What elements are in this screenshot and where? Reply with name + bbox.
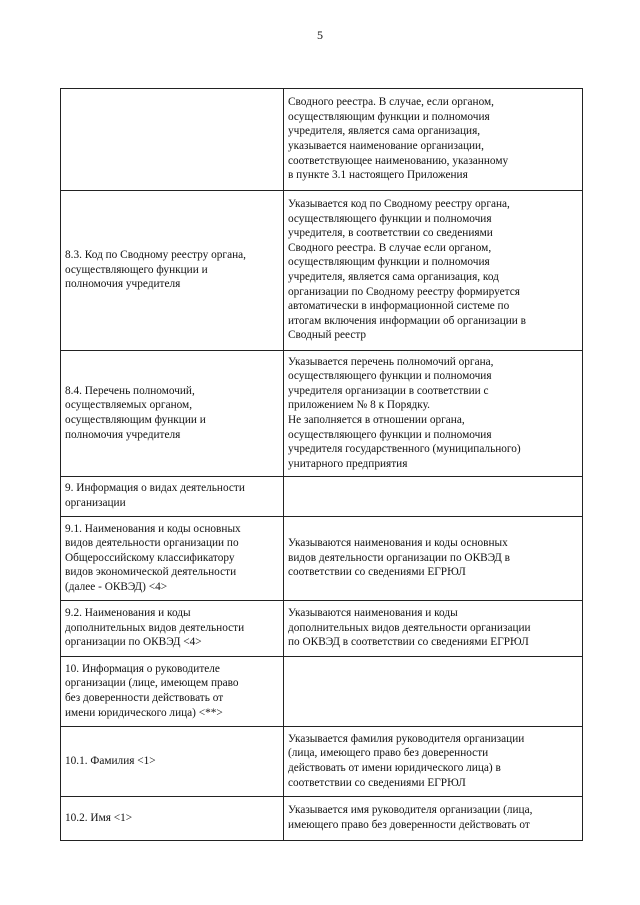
row-label-line: 10. Информация о руководителе: [65, 662, 220, 675]
row-label-cell: [61, 89, 284, 191]
row-description-line: имеющего право без доверенности действовать от: [288, 819, 530, 831]
row-label-line: 9.2. Наименования и коды: [65, 607, 191, 620]
row-description-line: автоматически в информационной системе по: [288, 300, 510, 313]
row-label-cell: [61, 351, 284, 477]
row-description-line: Указывается фамилия руководителя организации: [288, 732, 525, 745]
row-label-line: 9. Информация о видах деятельности: [65, 482, 245, 495]
table-row: [61, 657, 583, 727]
row-description-line: Указывается имя руководителя организации (лица,: [288, 804, 533, 817]
row-label-cell: [61, 517, 284, 601]
table-row: [61, 517, 583, 601]
row-label-cell: [61, 657, 284, 727]
row-label-line: без доверенности действовать от: [65, 692, 224, 704]
row-label-line: организации (лице, имеющем право: [65, 677, 239, 690]
row-label-line: 10.1. Фамилия <1>: [65, 754, 156, 767]
row-description-line: осуществляющего функции и полномочия: [288, 428, 492, 441]
row-label-line: видов деятельности организации по: [65, 537, 239, 550]
row-label-line: осуществляющего функции и: [65, 263, 208, 276]
row-description-line: организации по Сводному реестру формируется: [288, 285, 520, 298]
row-description-line: осуществляющим функции и полномочия: [288, 110, 490, 123]
row-description-line: итогам включения информации об организации в: [288, 314, 526, 327]
row-description-line: приложением № 8 к Порядку.: [288, 399, 430, 412]
row-description-cell: [284, 727, 583, 797]
table-row: [61, 727, 583, 797]
row-description-line: Сводный реестр: [288, 329, 367, 342]
row-description-cell: [284, 477, 583, 517]
row-description-line: осуществляющего функции и полномочия: [288, 212, 492, 225]
row-description-cell: [284, 601, 583, 657]
row-description-line: учредителя государственного (муниципального): [288, 443, 521, 456]
row-description-line: (лица, имеющего право без доверенности: [288, 747, 489, 760]
table-row: [61, 797, 583, 841]
row-description-line: Указывается перечень полномочий органа,: [288, 355, 494, 368]
row-label-line: осуществляемых органом,: [65, 399, 193, 412]
row-description-line: в пункте 3.1 настоящего Приложения: [288, 169, 468, 182]
row-description-cell: [284, 351, 583, 477]
row-label-line: осуществляющим функции и: [65, 414, 206, 426]
row-label-line: имени юридического лица) <**>: [65, 706, 223, 719]
row-description-line: Указываются наименования и коды: [288, 607, 458, 620]
table-row: [61, 477, 583, 517]
row-description-line: учредителя, в соответствии со сведениями: [288, 227, 493, 240]
table-row: [61, 191, 583, 351]
requirements-table: [60, 88, 583, 841]
row-label-line: 8.3. Код по Сводному реестру органа,: [65, 249, 246, 262]
row-description-line: соответствующее наименованию, указанному: [288, 154, 509, 167]
row-label-line: видов экономической деятельности: [65, 566, 237, 579]
page-number: 5: [317, 28, 323, 42]
row-description-line: соответствии со сведениями ЕГРЮЛ: [288, 566, 466, 579]
row-label-cell: [61, 477, 284, 517]
row-label-line: дополнительных видов деятельности: [65, 621, 245, 634]
row-label-cell: [61, 727, 284, 797]
row-label-cell: [61, 191, 284, 351]
row-label-line: Общероссийскому классификатору: [65, 551, 235, 564]
row-description-line: учредителя организации в соответствии с: [288, 384, 489, 397]
row-description-cell: [284, 191, 583, 351]
row-label-line: организации по ОКВЭД <4>: [65, 636, 202, 649]
row-label-cell: [61, 797, 284, 841]
table-body: [61, 89, 583, 841]
table-row: [61, 89, 583, 191]
row-description-line: унитарного предприятия: [288, 457, 408, 470]
row-label-line: (далее - ОКВЭД) <4>: [65, 580, 168, 593]
row-description-cell: [284, 89, 583, 191]
row-description-line: дополнительных видов деятельности организации: [288, 621, 531, 634]
row-description-line: Сводного реестра. В случае, если органом,: [288, 96, 494, 109]
table-row: [61, 351, 583, 477]
row-description-line: Указываются наименования и коды основных: [288, 537, 508, 550]
row-description-line: Сводного реестра. В случае если органом,: [288, 241, 492, 254]
row-description-cell: [284, 657, 583, 727]
row-description-line: соответствии со сведениями ЕГРЮЛ: [288, 776, 466, 789]
row-description-cell: [284, 797, 583, 841]
row-description-line: осуществляющего функции и полномочия: [288, 370, 492, 383]
row-label-line: 8.4. Перечень полномочий,: [65, 384, 195, 397]
row-description-line: учредителя, является сама организация, код: [288, 271, 499, 283]
row-description-line: видов деятельности организации по ОКВЭД в: [288, 551, 511, 564]
row-description-line: учредителя, является сама организация,: [288, 125, 481, 138]
row-description-line: действовать от имени юридического лица) в: [288, 762, 501, 774]
row-label-line: полномочия учредителя: [65, 428, 181, 441]
row-label-line: 10.2. Имя <1>: [65, 811, 133, 824]
row-label-line: организации: [65, 497, 126, 509]
row-description-line: осуществляющим функции и полномочия: [288, 256, 490, 269]
row-label-line: полномочия учредителя: [65, 278, 181, 291]
row-description-cell: [284, 517, 583, 601]
row-label-cell: [61, 601, 284, 657]
row-description-line: по ОКВЭД в соответствии со сведениями ЕГРЮЛ: [288, 636, 529, 649]
row-description-line: указывается наименование организации,: [288, 140, 484, 152]
table-row: [61, 601, 583, 657]
row-description-line: Указывается код по Сводному реестру органа,: [288, 198, 510, 211]
row-label-line: 9.1. Наименования и коды основных: [65, 522, 241, 535]
row-description-line: Не заполняется в отношении органа,: [288, 414, 465, 426]
